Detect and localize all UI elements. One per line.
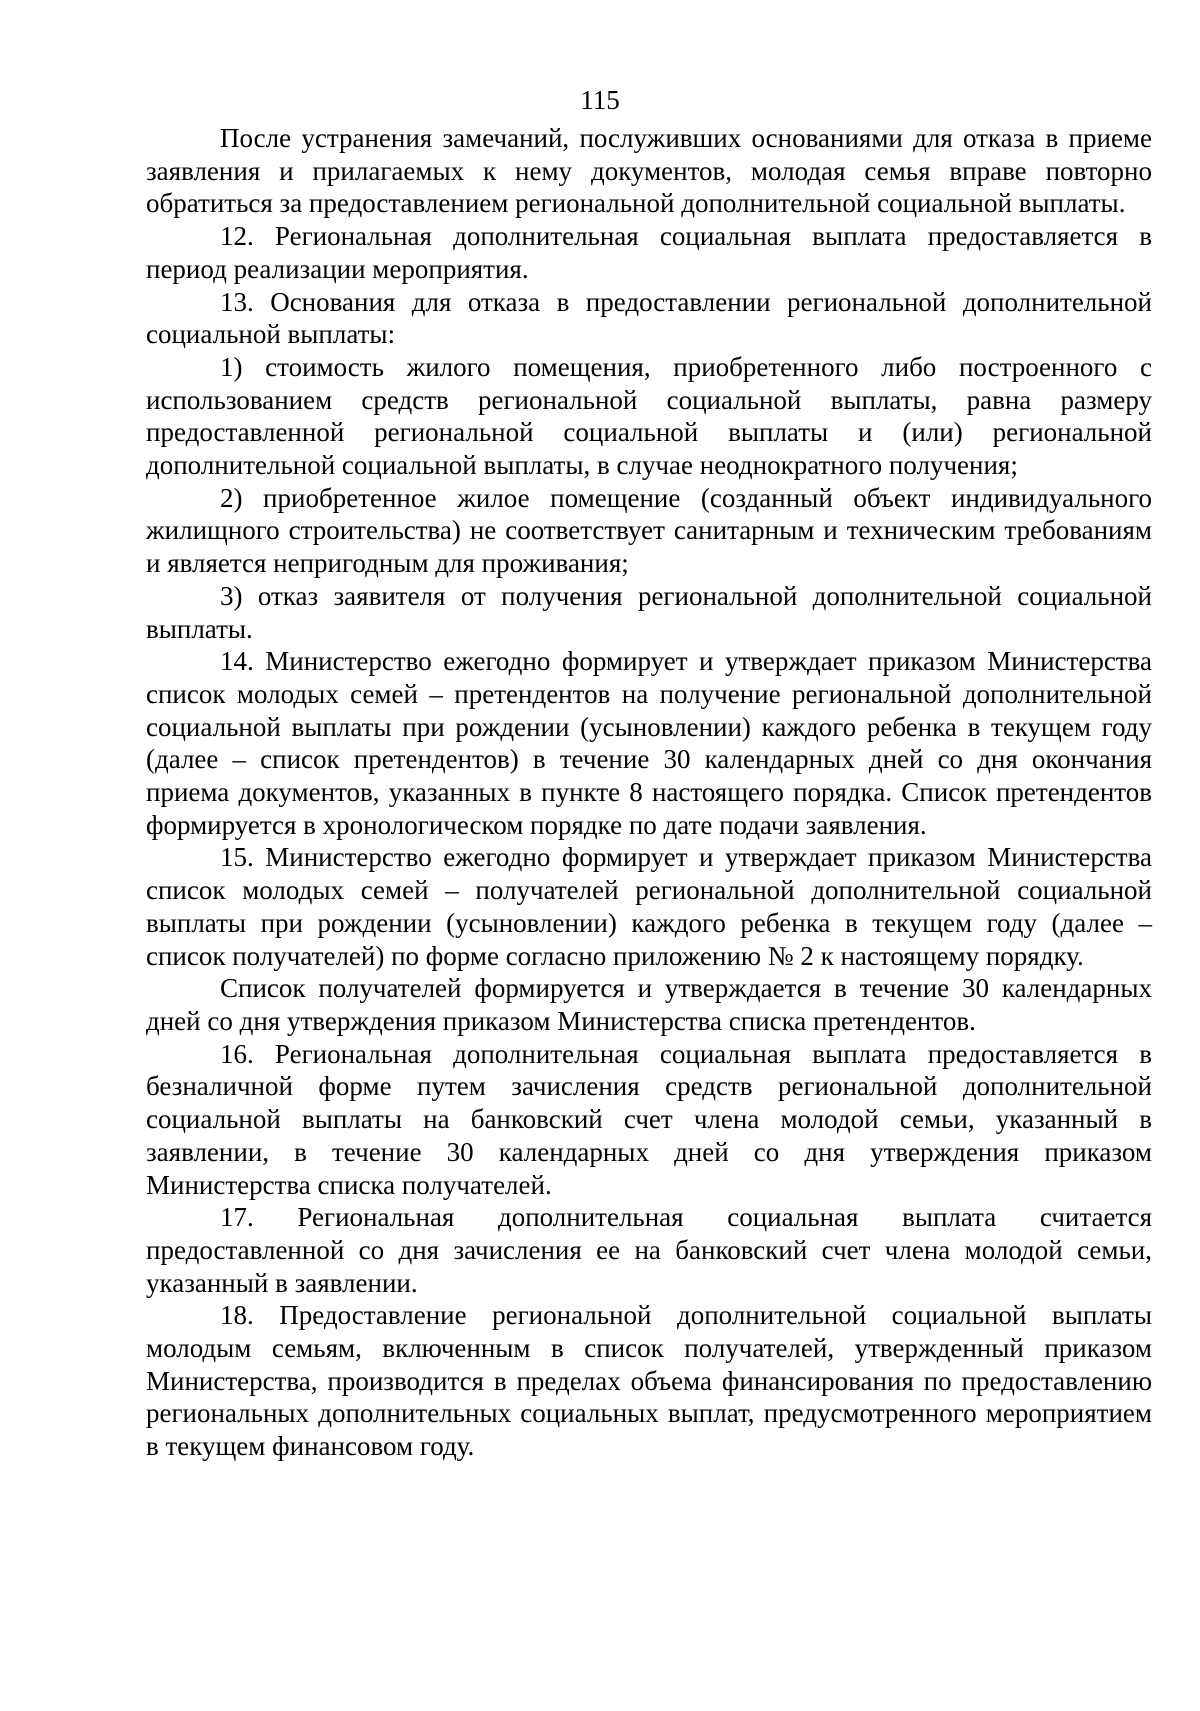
page-number: 115 [580, 85, 620, 115]
paragraph-12: 12. Региональная дополнительная социальная выплата предоставляется в период реализации мероприятия. [146, 221, 1152, 284]
paragraph-13-item-2: 2) приобретенное жилое помещение (созданный объект индивидуального жилищного строительства) не соответствует санитарным и техническим требованиям и является непригодным для проживания; [146, 482, 1152, 579]
paragraph-14: 14. Министерство ежегодно формирует и утверждает приказом Министерства список молодых семей – претендентов на получение региональной дополнительной социальной выплаты при рождении (усыновлении) каждого ребенка в текущем году (далее – список претендентов) в течение 30 календарных дней со дня окончания приема документов, указанных в пункте 8 настоящего порядка. Список претендентов формируется в хронологическом порядке по дате подачи заявления. [146, 646, 1152, 840]
paragraph-13-item-1: 1) стоимость жилого помещения, приобретенного либо построенного с использованием средств региональной социальной выплаты, равна размеру предоставленной региональной социальной выплаты и (или) региональной дополнительной социальной выплаты, в случае неоднократного получения; [146, 351, 1152, 481]
paragraph-resubmission: После устранения замечаний, послуживших основаниями для отказа в приеме заявления и прилагаемых к нему документов, молодая семья вправе повторно обратиться за предоставлением региональной дополнительной социальной выплаты. [146, 123, 1152, 219]
paragraph-15: 15. Министерство ежегодно формирует и утверждает приказом Министерства список молодых семей – получателей региональной дополнительной социальной выплаты при рождении (усыновлении) каждого ребенка в текущем году (далее – список получателей) по форме согласно приложению № 2 к настоящему порядку. [146, 842, 1152, 971]
paragraph-15-recipients-list: Список получателей формируется и утверждается в течение 30 календарных дней со дня утверждения приказом Министерства списка претендентов. [146, 973, 1152, 1036]
paragraph-13-item-3: 3) отказ заявителя от получения региональной дополнительной социальной выплаты. [146, 580, 1152, 644]
paragraph-16: 16. Региональная дополнительная социальная выплата предоставляется в безналичной форме путем зачисления средств региональной дополнительной социальной выплаты на банковский счет члена молодой семьи, указанный в заявлении, в течение 30 календарных дней со дня утверждения приказом Министерства списка получателей. [146, 1038, 1152, 1200]
paragraph-17: 17. Региональная дополнительная социальная выплата считается предоставленной со дня зачисления ее на банковский счет члена молодой семьи, указанный в заявлении. [146, 1202, 1152, 1298]
paragraph-18: 18. Предоставление региональной дополнительной социальной выплаты молодым семьям, включенным в список получателей, утвержденный приказом Министерства, производится в пределах объема финансирования по предоставлению региональных дополнительных социальных выплат, предусмотренного мероприятием в текущем финансовом году. [146, 1300, 1152, 1462]
document-body [146, 122, 1152, 1463]
paragraph-13: 13. Основания для отказа в предоставлении региональной дополнительной социальной выплаты: [146, 286, 1152, 350]
